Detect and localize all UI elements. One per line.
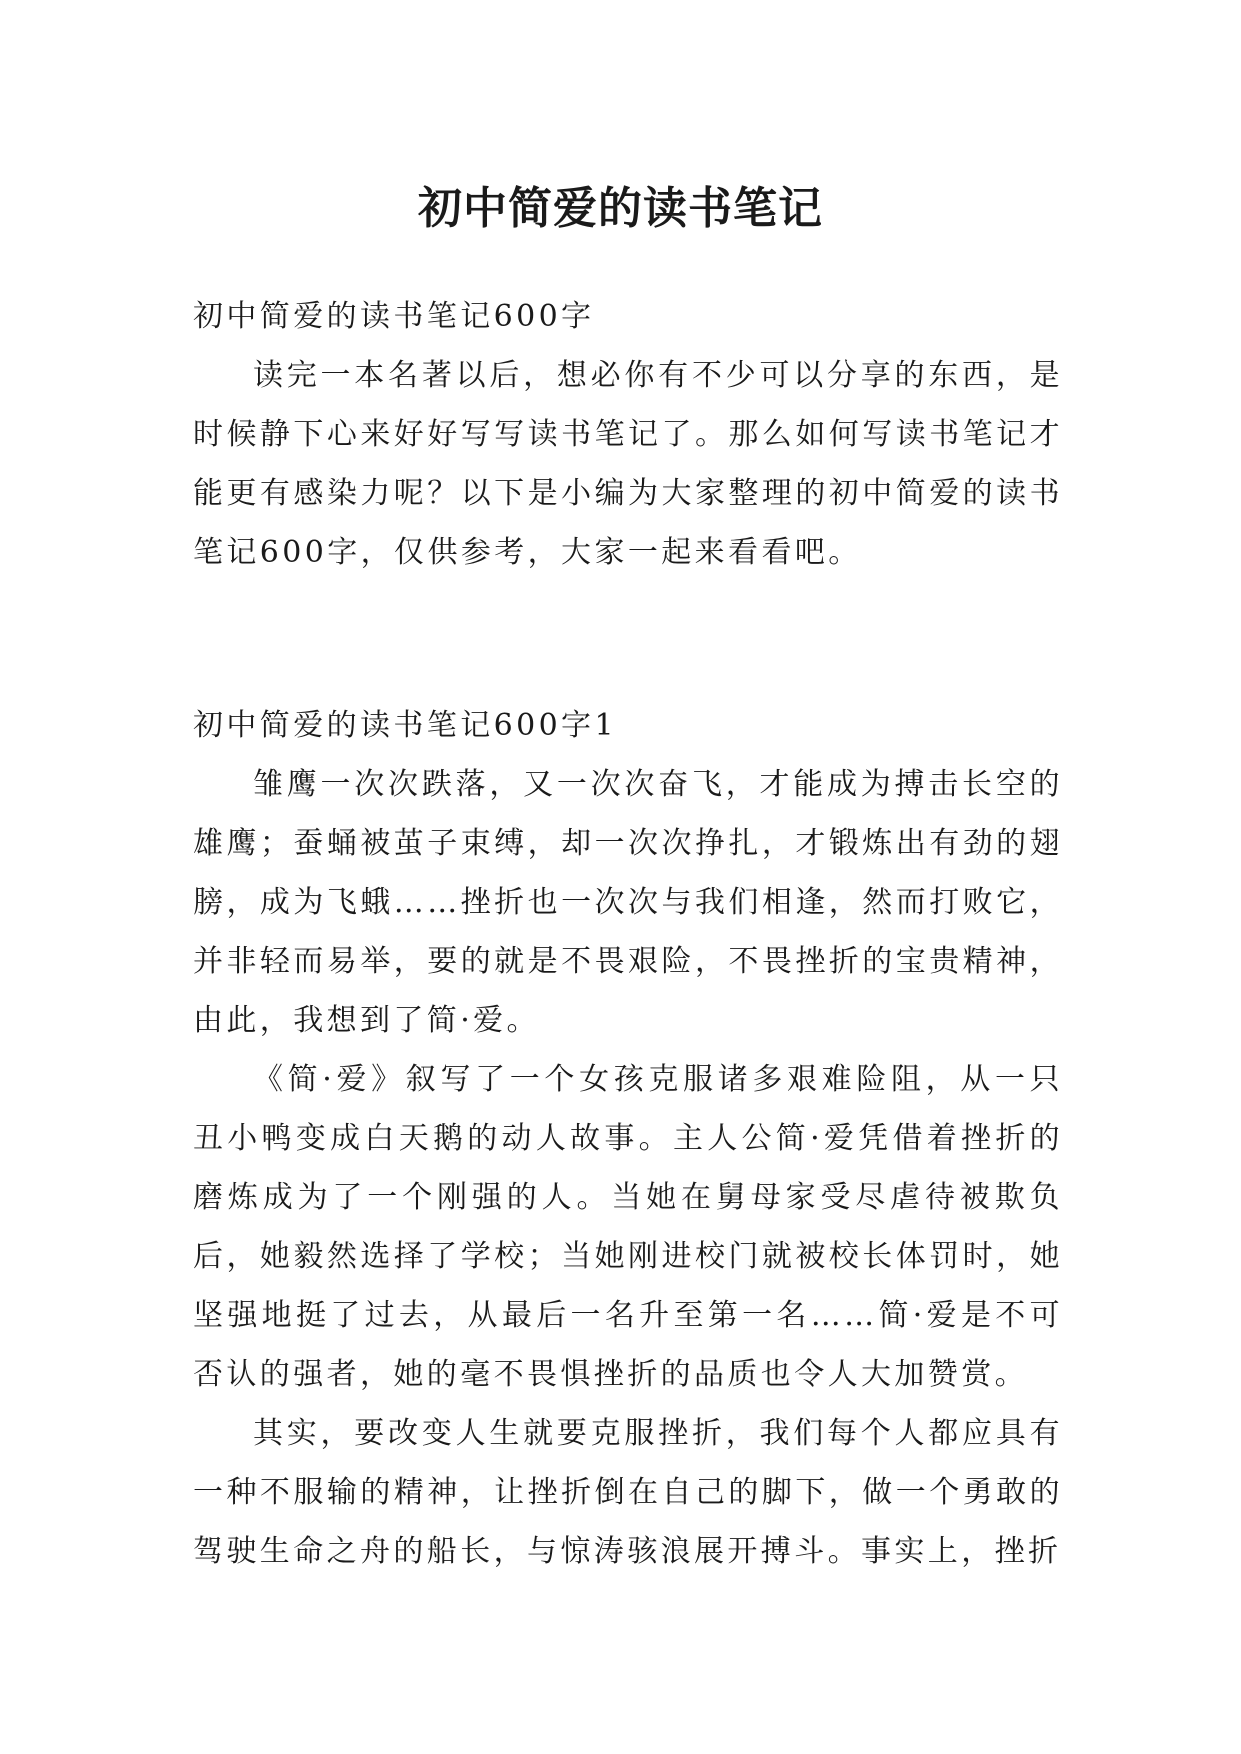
intro-heading: 初中简爱的读书笔记600字 (193, 299, 595, 334)
section-one (193, 696, 1063, 1581)
body-paragraph: 其实，要改变人生就要克服挫折，我们每个人都应具有一种不服输的精神，让挫折倒在自己的脚下，做一个勇敢的驾驶生命之舟的船长，与惊涛骇浪展开搏斗。事实上，挫折 (193, 1416, 1063, 1569)
intro-paragraph: 读完一本名著以后，想必你有不少可以分享的东西，是时候静下心来好好写写读书笔记了。那么如何写读书笔记才能更有感染力呢？以下是小编为大家整理的初中简爱的读书笔记600字，仅供参考，大家一起来看看吧。 (193, 358, 1063, 570)
body-paragraph: 雏鹰一次次跌落，又一次次奋飞，才能成为搏击长空的雄鹰；蚕蛹被茧子束缚，却一次次挣扎，才锻炼出有劲的翅膀，成为飞蛾……挫折也一次次与我们相逢，然而打败它，并非轻而易举，要的就是不畏艰险，不畏挫折的宝贵精神，由此，我想到了简·爱。 (193, 767, 1063, 1038)
intro-section (193, 287, 1063, 582)
body-paragraph: 《简·爱》叙写了一个女孩克服诸多艰难险阻，从一只丑小鸭变成白天鹅的动人故事。主人公简·爱凭借着挫折的磨炼成为了一个刚强的人。当她在舅母家受尽虐待被欺负后，她毅然选择了学校；当她刚进校门就被校长体罚时，她坚强地挺了过去，从最后一名升至第一名……简·爱是不可否认的强者，她的毫不畏惧挫折的品质也令人大加赞赏。 (193, 1062, 1063, 1392)
document-title: 初中简爱的读书笔记 (418, 183, 823, 235)
section-heading: 初中简爱的读书笔记600字1 (193, 708, 617, 743)
